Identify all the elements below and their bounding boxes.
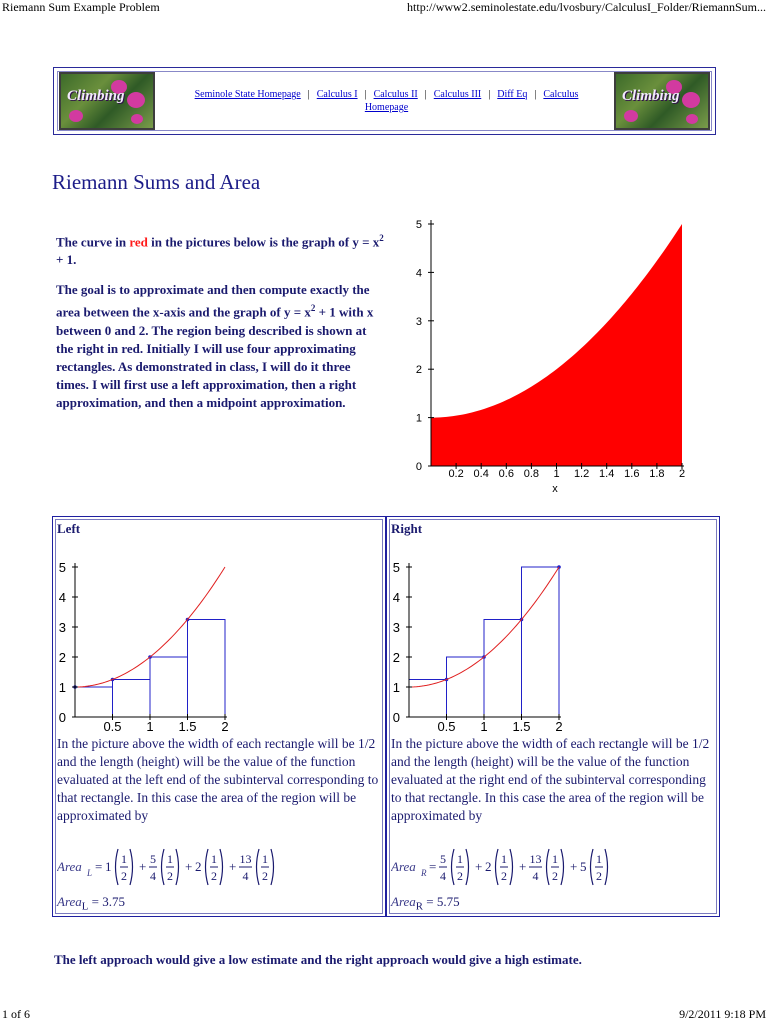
numerator: 1 xyxy=(121,852,127,866)
nav-link-calculus-2[interactable]: Calculus II xyxy=(373,89,418,100)
left-paren xyxy=(591,849,594,885)
area-value: = 3.75 xyxy=(91,894,126,909)
coefficient: 1 xyxy=(105,859,112,874)
flower-icon xyxy=(686,114,698,124)
right-paren xyxy=(130,849,133,885)
right-paren xyxy=(561,849,564,885)
y-tick-label: 1 xyxy=(415,412,422,425)
left-paren xyxy=(452,849,455,885)
intro-text-run: + 1. xyxy=(56,252,77,268)
intro-text-run: The goal is to approximate and then compute exactly the area between the x-axis and the graph of y = x xyxy=(56,282,370,320)
right-riemann-plot xyxy=(387,537,577,733)
x-tick-label: 1.2 xyxy=(573,468,590,480)
right-paren xyxy=(176,849,179,885)
right-area-result xyxy=(391,894,460,913)
left-paren xyxy=(496,849,499,885)
y-tick-label: 5 xyxy=(415,219,422,231)
y-tick-label: 4 xyxy=(58,590,66,605)
denominator: 4 xyxy=(150,869,156,883)
print-timestamp: 9/2/2011 9:18 PM xyxy=(679,1007,766,1021)
riemann-rectangle xyxy=(484,620,522,718)
x-tick-label: 1.6 xyxy=(624,468,640,480)
nav-link-diff-eq[interactable]: Diff Eq xyxy=(497,89,528,100)
right-approximation-panel xyxy=(386,516,720,917)
denominator: 2 xyxy=(262,869,268,883)
riemann-rectangle xyxy=(75,687,113,717)
area-label: Area xyxy=(57,894,82,909)
y-tick-label: 2 xyxy=(392,650,400,665)
flower-icon xyxy=(131,114,143,124)
y-tick-label: 3 xyxy=(58,620,66,635)
riemann-rectangle xyxy=(113,680,151,718)
numerator: 1 xyxy=(552,852,558,866)
exponent: 2 xyxy=(310,303,316,314)
flower-icon xyxy=(127,92,145,108)
nav-link-calculus-homepage[interactable]: Calculus Homepage xyxy=(364,89,579,113)
red-word: red xyxy=(129,234,148,250)
plus-sign: + xyxy=(139,859,147,874)
right-paren xyxy=(510,849,513,885)
left-approximation-panel xyxy=(52,516,386,917)
y-tick-label: 0 xyxy=(392,710,400,725)
denominator: 2 xyxy=(596,869,602,883)
plus-sign: + xyxy=(570,859,578,874)
right-paren xyxy=(466,849,469,885)
y-tick-label: 1 xyxy=(392,680,400,695)
panel-heading: Left xyxy=(57,521,81,536)
intro-text-run: + 1 with x between 0 and 2. The region being described is shown at the right in red. Initially I will use four approximating rectangles. As demonstrated in class, I will do it three times. I will first use a left approximation, then a right approximation, and then a midpoint approximation. xyxy=(56,304,374,410)
flower-icon xyxy=(69,110,83,122)
denominator: 4 xyxy=(242,869,249,883)
denominator: 2 xyxy=(552,869,558,883)
area-label: Area xyxy=(391,859,416,874)
area-region xyxy=(431,224,682,466)
area-value: = 5.75 xyxy=(426,894,460,909)
x-tick-label: 0.8 xyxy=(523,468,540,480)
x-tick-label: 1.5 xyxy=(178,719,197,733)
y-tick-label: 0 xyxy=(415,461,422,473)
denominator: 2 xyxy=(211,869,217,883)
denominator: 2 xyxy=(501,869,507,883)
left-riemann-plot xyxy=(53,537,243,733)
flower-icon xyxy=(624,110,638,122)
right-paren xyxy=(271,849,274,885)
numerator: 1 xyxy=(167,852,173,866)
numerator: 1 xyxy=(262,852,268,866)
x-axis-label: x xyxy=(552,483,558,495)
left-paren xyxy=(162,849,165,885)
x-tick-label: 1 xyxy=(553,468,560,480)
numerator: 5 xyxy=(440,852,446,866)
left-paren xyxy=(206,849,209,885)
numerator: 1 xyxy=(457,852,463,866)
logo-text: Climbing xyxy=(67,88,125,104)
nav-link-seminole-homepage[interactable]: Seminole State Homepage xyxy=(194,89,301,100)
formula-svg xyxy=(57,845,383,889)
intro-text-run: in the pictures below is the graph of y = x xyxy=(147,234,380,250)
plus-sign: + xyxy=(229,859,237,874)
panel-heading: Right xyxy=(391,521,423,536)
numerator: 1 xyxy=(596,852,602,866)
area-label: Area xyxy=(57,859,82,874)
exponent: 2 xyxy=(379,233,384,243)
numerator: 13 xyxy=(529,852,542,866)
x-tick-label: 1.4 xyxy=(599,468,615,480)
area-subscript: L xyxy=(81,900,89,913)
x-tick-label: 0.6 xyxy=(498,468,514,480)
nav-link-calculus-3[interactable]: Calculus III xyxy=(433,89,482,100)
equals-sign: = xyxy=(429,859,437,874)
intro-paragraph-1 xyxy=(56,229,386,269)
denominator: 2 xyxy=(167,869,173,883)
page-title: Riemann Sum Example Problem xyxy=(2,0,160,14)
x-tick-label: 1 xyxy=(146,719,154,733)
denominator: 2 xyxy=(457,869,463,883)
section-title: Riemann Sums and Area xyxy=(52,170,261,194)
site-nav: Seminole State Homepage | Calculus I | Calculus II | Calculus III | Diff Eq | Calculus Homepage xyxy=(194,89,579,113)
conclusion-text: The left approach would give a low estimate and the right approach would give a high estimate. xyxy=(54,952,582,967)
y-tick-label: 2 xyxy=(58,650,66,665)
x-tick-label: 2 xyxy=(555,719,563,733)
y-tick-label: 5 xyxy=(392,560,400,575)
x-tick-label: 1.8 xyxy=(649,468,665,480)
intro-text xyxy=(56,229,386,424)
right-description: In the picture above the width of each rectangle will be 1/2 and the length (height) will be the value of the function evaluated at the right end of the subinterval corresponding to that rectangle. In this case the area of the region will be approximated by xyxy=(391,736,710,823)
formula-svg xyxy=(391,845,717,889)
y-tick-label: 4 xyxy=(392,590,400,605)
page-counter: 1 of 6 xyxy=(2,1007,30,1021)
left-area-formula xyxy=(57,845,383,893)
x-tick-label: 1 xyxy=(480,719,488,733)
site-banner xyxy=(53,67,716,135)
numerator: 13 xyxy=(239,852,252,866)
intro-text-run: The curve in xyxy=(56,234,130,250)
denominator: 4 xyxy=(440,869,446,883)
x-tick-label: 2 xyxy=(678,468,686,480)
x-tick-label: 0.5 xyxy=(103,719,122,733)
numerator: 1 xyxy=(501,852,507,866)
page-url: http://www2.seminolestate.edu/lvosbury/CalculusI_Folder/RiemannSum... xyxy=(407,0,766,14)
nav-link-calculus-1[interactable]: Calculus I xyxy=(316,89,358,100)
denominator: 2 xyxy=(121,869,127,883)
denominator: 4 xyxy=(532,869,539,883)
plus-sign: + xyxy=(519,859,527,874)
numerator: 1 xyxy=(211,852,217,866)
riemann-rectangle xyxy=(522,567,560,717)
numerator: 5 xyxy=(150,852,156,866)
area-graph xyxy=(405,210,705,500)
print-header xyxy=(0,0,768,16)
y-tick-label: 3 xyxy=(392,620,400,635)
coefficient: 5 xyxy=(580,859,587,874)
x-tick-label: 0.2 xyxy=(448,468,464,480)
logo-text: Climbing xyxy=(622,88,680,104)
flower-icon xyxy=(682,92,700,108)
riemann-rectangle xyxy=(188,620,226,718)
coefficient: 2 xyxy=(195,859,202,874)
right-paren xyxy=(605,849,608,885)
riemann-rectangle xyxy=(447,657,485,717)
left-description: In the picture above the width of each rectangle will be 1/2 and the length (height) will be the value of the function evaluated at the left end of the subinterval corresponding to that rectangle. In this case the area of the region will be approximated by xyxy=(57,736,379,823)
left-paren xyxy=(116,849,119,885)
intro-paragraph-2 xyxy=(56,281,386,411)
coefficient: 2 xyxy=(485,859,492,874)
y-tick-label: 5 xyxy=(58,560,66,575)
plus-sign: + xyxy=(185,859,193,874)
area-subscript: L xyxy=(87,868,93,878)
x-tick-label: 0.5 xyxy=(437,719,456,733)
area-label: Area xyxy=(391,894,416,909)
y-tick-label: 0 xyxy=(58,710,66,725)
plus-sign: + xyxy=(475,859,483,874)
equals-sign: = xyxy=(95,859,103,874)
left-paren xyxy=(257,849,260,885)
right-paren xyxy=(220,849,223,885)
x-tick-label: 0.4 xyxy=(473,468,489,480)
riemann-rectangle xyxy=(150,657,188,717)
climbing-logo-right[interactable] xyxy=(614,72,710,130)
y-tick-label: 3 xyxy=(415,315,422,328)
y-tick-label: 4 xyxy=(415,267,422,280)
climbing-logo-left[interactable] xyxy=(59,72,155,130)
print-footer xyxy=(0,1006,768,1024)
left-area-result xyxy=(57,894,125,913)
y-tick-label: 1 xyxy=(58,680,66,695)
x-tick-label: 2 xyxy=(221,719,229,733)
left-paren xyxy=(547,849,550,885)
area-subscript: R xyxy=(415,900,424,913)
x-tick-label: 1.5 xyxy=(512,719,531,733)
area-subscript: R xyxy=(421,868,427,878)
y-tick-label: 2 xyxy=(415,364,422,377)
right-area-formula xyxy=(391,845,717,893)
